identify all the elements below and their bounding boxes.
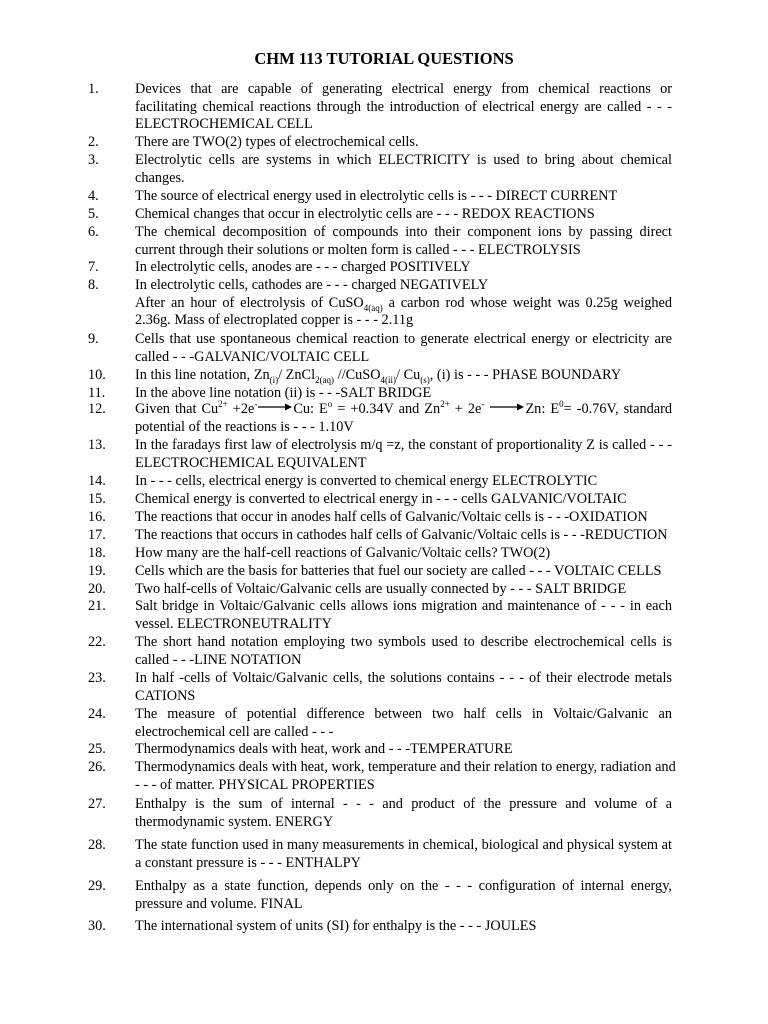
question-text-line: Enthalpy as a state function, depends only on the - - - configuration of internal energy, <box>135 878 672 894</box>
question-text-line: current through their solutions or molten form is called - - - ELECTROLYSIS <box>135 241 581 258</box>
question-number: 11. <box>88 385 106 401</box>
question-number: 19. <box>88 563 106 579</box>
question-text-line: In the faradays first law of electrolysis m/q =z, the constant of proportionality Z is called - - - <box>135 437 672 453</box>
question-text-line: Salt bridge in Voltaic/Galvanic cells allows ions migration and maintenance of - - - in each <box>135 598 672 614</box>
question-number: 29. <box>88 878 106 894</box>
question-number: 9. <box>88 331 99 347</box>
question-number: 30. <box>88 918 106 934</box>
question-number: 27. <box>88 796 106 812</box>
question-text-line: changes. <box>135 169 185 186</box>
question-text-line: In electrolytic cells, anodes are - - - charged POSITIVELY <box>135 259 471 275</box>
question-text-line: Cells that use spontaneous chemical reaction to generate electrical energy or electricity are <box>135 331 672 347</box>
reaction-arrow-icon <box>258 403 292 411</box>
question-text-line: a constant pressure is - - - ENTHALPY <box>135 854 361 871</box>
question-number: 23. <box>88 670 106 686</box>
question-text-line: In this line notation, $Zn_{(i)}/$ ZnCl$_{2(aq)}$ //CuSO$_{4(ii)}$/ $Cu_{(s)}$, (i) is - - - PHASE BOUNDARY <box>135 367 622 385</box>
question-text-line: The reactions that occur in anodes half cells of Galvanic/Voltaic cells is - - -OXIDATION <box>135 509 648 525</box>
question-text-line: Given that $Cu^{2+} +2e^-$ Cu: $E^o = +0.34V$ and $Zn^{2+} + 2e^-$ Zn: $E^0= -0.76V$, standard <box>135 399 673 417</box>
question-text-line: thermodynamic system. ENERGY <box>135 813 334 830</box>
question-number: 7. <box>88 259 99 275</box>
question-number: 12. <box>88 401 106 417</box>
question-number: 24. <box>88 706 106 722</box>
question-text-line: In - - - cells, electrical energy is converted to chemical energy ELECTROLYTIC <box>135 473 598 489</box>
question-text-line: In half -cells of Voltaic/Galvanic cells, the solutions contains - - - of their electrode metals <box>135 670 672 686</box>
question-text-line: potential of the reactions is - - - 1.10V <box>135 418 354 435</box>
question-number: 16. <box>88 509 106 525</box>
question-text-line: pressure and volume. FINAL <box>135 895 303 912</box>
question-text-line: Enthalpy is the sum of internal - - - and product of the pressure and volume of a <box>135 796 672 812</box>
question-text-line: The source of electrical energy used in electrolytic cells is - - - DIRECT CURRENT <box>135 188 618 204</box>
question-number: 2. <box>88 134 99 150</box>
question-text-line: called - - -GALVANIC/VOLTAIC CELL <box>135 348 370 365</box>
question-text-line: vessel. ELECTRONEUTRALITY <box>135 615 332 632</box>
page-title: CHM 113 TUTORIAL QUESTIONS <box>254 49 514 68</box>
question-number: 8. <box>88 277 99 293</box>
question-text-line: Thermodynamics deals with heat, work and - - -TEMPERATURE <box>135 741 513 757</box>
question-text-line: In the above line notation (ii) is - - -SALT BRIDGE <box>135 385 432 401</box>
question-text-line: facilitating chemical reactions through the introduction of electrical energy are called - - - <box>135 98 672 115</box>
question-number: 4. <box>88 188 99 204</box>
question-text-line: The short hand notation employing two symbols used to describe electrochemical cells is <box>135 634 672 650</box>
question-text-line: The international system of units (SI) for enthalpy is the - - - JOULES <box>135 918 537 934</box>
question-number: 22. <box>88 634 106 650</box>
question-text-line: Cells which are the basis for batteries that fuel our society are called - - - VOLTAIC CELLS <box>135 563 662 579</box>
question-number: 26. <box>88 759 106 775</box>
question-number: 21. <box>88 598 106 614</box>
question-text-line: electrochemical cell are called - - - <box>135 723 334 740</box>
question-text-line: Electrolytic cells are systems in which ELECTRICITY is used to bring about chemical <box>135 152 672 168</box>
question-text-line: called - - -LINE NOTATION <box>135 651 302 668</box>
question-text-line: CATIONS <box>135 687 196 704</box>
question-number: 6. <box>88 224 99 240</box>
question-text-line: Devices that are capable of generating electrical energy from chemical reactions or <box>135 81 672 97</box>
question-text-line: - - - of matter. PHYSICAL PROPERTIES <box>135 776 375 793</box>
reaction-arrow-icon <box>490 403 524 411</box>
question-text-line: ELECTROCHEMICAL EQUIVALENT <box>135 454 367 471</box>
question-number: 25. <box>88 741 106 757</box>
question-text-line: The reactions that occurs in cathodes half cells of Galvanic/Voltaic cells is - - -REDUCTION <box>135 527 668 543</box>
question-number: 15. <box>88 491 106 507</box>
question-number: 5. <box>88 206 99 222</box>
question-text-line: ELECTROCHEMICAL CELL <box>135 116 313 133</box>
question-text-line: Thermodynamics deals with heat, work, temperature and their relation to energy, radiation and <box>135 759 676 775</box>
question-number: 20. <box>88 581 106 597</box>
question-number: 14. <box>88 473 106 489</box>
question-text-line: Chemical energy is converted to electrical energy in - - - cells GALVANIC/VOLTAIC <box>135 491 627 507</box>
question-text-line: After an hour of electrolysis of CuSO$_{4(aq)}$ a carbon rod whose weight was 0.25g weighed <box>135 294 672 313</box>
question-number: 28. <box>88 837 106 853</box>
question-number: 1. <box>88 81 99 97</box>
question-number: 10. <box>88 367 106 383</box>
question-text-line: The measure of potential difference between two half cells in Voltaic/Galvanic an <box>135 706 672 722</box>
question-text-line: 2.36g. Mass of electroplated copper is - - - 2.11g <box>135 312 414 329</box>
question-text-line: In electrolytic cells, cathodes are - - - charged NEGATIVELY <box>135 277 489 293</box>
question-number: 3. <box>88 152 99 168</box>
question-number: 13. <box>88 437 106 453</box>
question-text-line: There are TWO(2) types of electrochemical cells. <box>135 134 419 150</box>
question-number: 18. <box>88 545 106 561</box>
question-text-line: The state function used in many measurements in chemical, biological and physical system at <box>135 837 672 853</box>
question-text-line: How many are the half-cell reactions of Galvanic/Voltaic cells? TWO(2) <box>135 545 551 561</box>
question-text-line: Chemical changes that occur in electrolytic cells are - - - REDOX REACTIONS <box>135 206 595 222</box>
question-number: 17. <box>88 527 106 543</box>
question-text-line: Two half-cells of Voltaic/Galvanic cells are usually connected by - - - SALT BRIDGE <box>135 581 627 597</box>
question-text-line: The chemical decomposition of compounds into their component ions by passing direct <box>135 224 672 240</box>
